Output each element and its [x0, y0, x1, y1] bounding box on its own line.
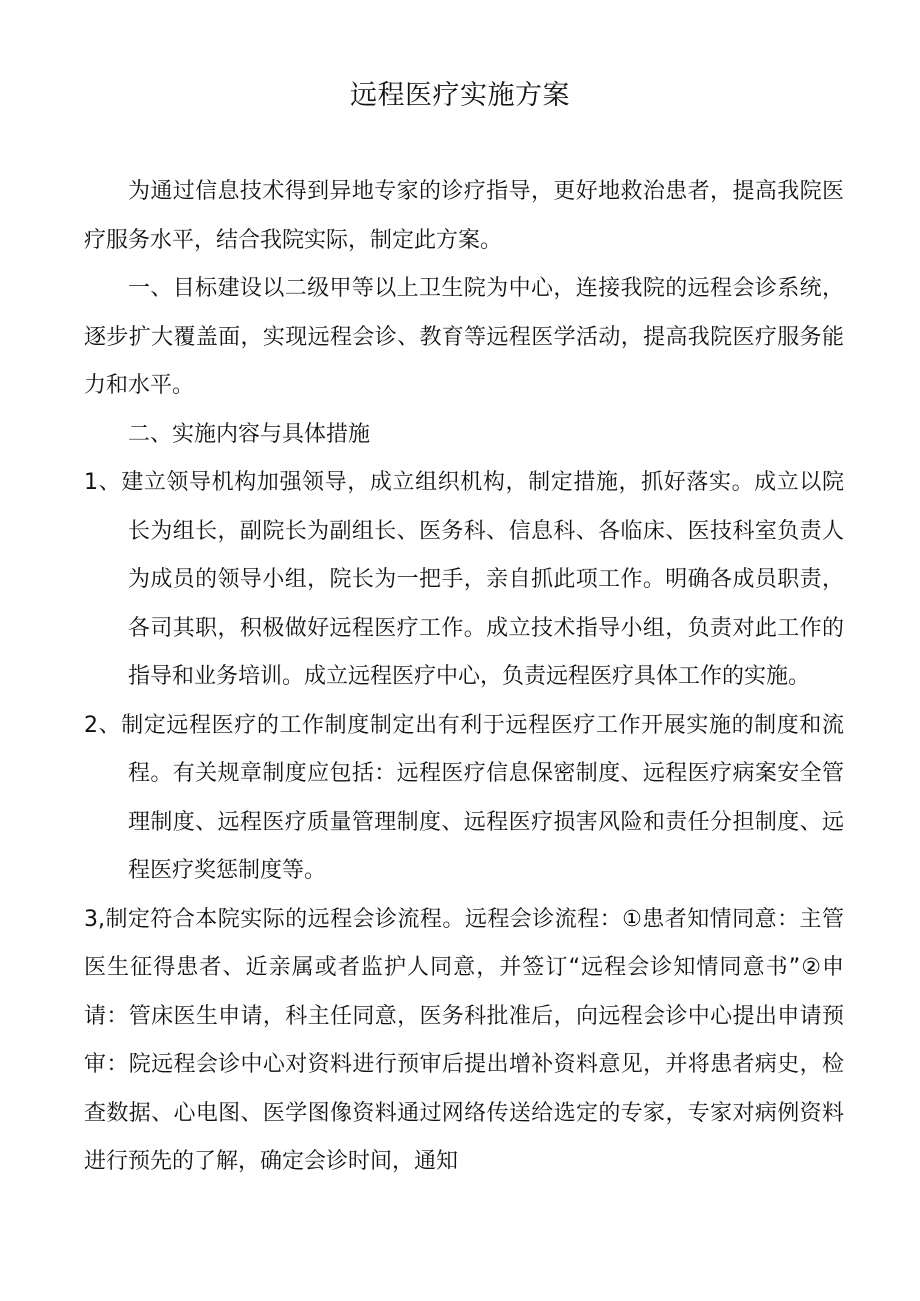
- paragraph-goal: 一、目标建设以二级甲等以上卫生院为中心，连接我院的远程会诊系统，逐步扩大覆盖面，实现远程会诊、教育等远程医学活动，提高我院医疗服务能力和水平。: [84, 276, 844, 398]
- paragraph-item-1: 1、建立领导机构加强领导，成立组织机构，制定措施，抓好落实。成立以院长为组长，副院长为副组长、医务科、信息科、各临床、医技科室负责人为成员的领导小组，院长为一把手，亲自抓此项工作。明确各成员职责，各司其职，积极做好远程医疗工作。成立技术指导小组，负责对此工作的指导和业务培训。成立远程医疗中心，负责远程医疗具体工作的实施。: [84, 470, 844, 689]
- paragraph-section-heading: 二、实施内容与具体措施: [128, 421, 371, 447]
- paragraph-intro: 为通过信息技术得到异地专家的诊疗指导，更好地救治患者，提高我院医疗服务水平，结合我院实际，制定此方案。: [84, 179, 844, 253]
- document-body: [84, 168, 844, 1187]
- paragraph-item-3: 3,制定符合本院实际的远程会诊流程。远程会诊流程：①患者知情同意：主管医生征得患者、近亲属或者监护人同意，并签订“远程会诊知情同意书”②申请：管床医生申请，科主任同意，医务科批准后，向远程会诊中心提出申请预审：院远程会诊中心对资料进行预审后提出增补资料意见，并将患者病史，检查数据、心电图、医学图像资料通过网络传送给选定的专家，专家对病例资料进行预先的了解，确定会诊时间，通知: [84, 906, 844, 1174]
- document-title: 远程医疗实施方案: [350, 80, 570, 111]
- paragraph-item-2: 2、制定远程医疗的工作制度制定出有利于远程医疗工作开展实施的制度和流程。有关规章制度应包括：远程医疗信息保密制度、远程医疗病案安全管理制度、远程医疗质量管理制度、远程医疗损害风险和责任分担制度、远程医疗奖惩制度等。: [84, 712, 844, 883]
